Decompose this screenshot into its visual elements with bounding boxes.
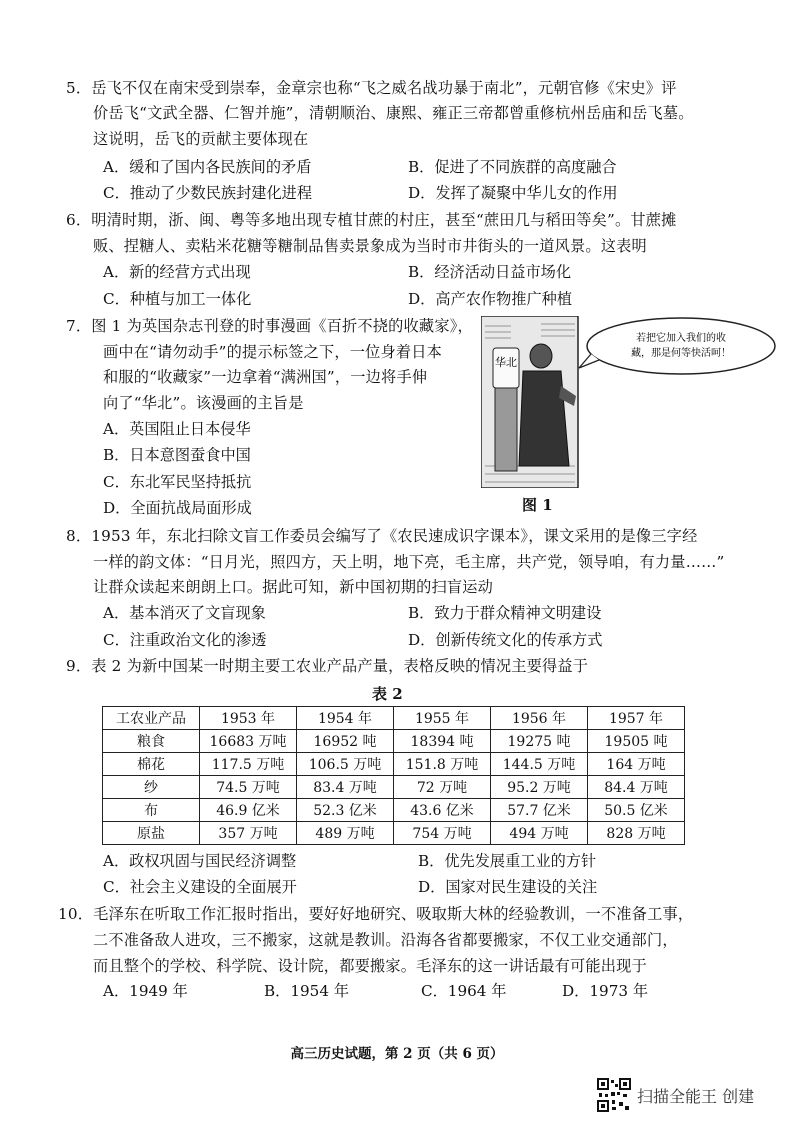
q5-option-c[interactable]: C．推动了少数民族封建化进程	[103, 184, 313, 202]
q5-line-1	[66, 78, 677, 98]
table-cell: 粮食	[103, 730, 200, 753]
q10-text-1: 毛泽东在听取工作汇报时指出，要好好地研究、吸取斯大林的经验教训，一不准备工事，	[93, 905, 694, 923]
q7-line-1	[66, 316, 473, 336]
table-cell: 106.5 万吨	[297, 753, 394, 776]
q8-line-2: 一样的韵文体：“日月光，照四方，天上明，地下亮，毛主席，共产党，领导咱，有力量……”	[93, 553, 725, 571]
collector-head	[530, 344, 552, 368]
table-cell: 74.5 万吨	[200, 776, 297, 799]
table-header: 工农业产品	[103, 707, 200, 730]
q10-line-3: 而且整个的学校、科学院、设计院，都要搬家。毛泽东的这一讲话最有可能出现于	[93, 957, 647, 975]
q6-option-b[interactable]: B．经济活动日益市场化	[408, 263, 572, 281]
q6-line-1	[66, 210, 677, 230]
page-footer: 高三历史试题，第 2 页（共 6 页）	[290, 1046, 504, 1062]
q5-text-1: 岳飞不仅在南宋受到崇奉，金章宗也称“飞之威名战功暴于南北”，元朝官修《宋史》评	[91, 79, 677, 97]
q10-option-d[interactable]: D．1973 年	[562, 982, 649, 1000]
q5-option-a[interactable]: A．缓和了国内各民族间的矛盾	[103, 158, 312, 176]
q10-option-c[interactable]: C．1964 年	[421, 982, 507, 1000]
q6-number: 6．	[66, 211, 92, 229]
q8-option-d[interactable]: D．创新传统文化的传承方式	[408, 631, 603, 649]
speech-line-2: 藏，那是何等快活呵！	[631, 348, 731, 359]
speech-bubble	[587, 318, 775, 374]
table-cell: 151.8 万吨	[394, 753, 491, 776]
table-row	[103, 730, 685, 753]
table-header: 1953 年	[200, 707, 297, 730]
q5-line-3: 这说明，岳飞的贡献主要体现在	[93, 130, 309, 148]
q7-option-a[interactable]: A．英国阻止日本侵华	[103, 420, 251, 438]
q10-line-2: 二不准备敌人进攻，三不搬家，这就是教训。沿海各省都要搬家，不仅工业交通部门，	[93, 931, 678, 949]
table-cell: 纱	[103, 776, 200, 799]
q6-option-d[interactable]: D．高产农作物推广种植	[408, 290, 573, 308]
q8-line-3: 让群众读起来朗朗上口。据此可知，新中国初期的扫盲运动	[93, 578, 494, 596]
q8-line-1	[66, 526, 697, 546]
table-cell: 16683 万吨	[200, 730, 297, 753]
table-cell: 布	[103, 799, 200, 822]
table-header: 1954 年	[297, 707, 394, 730]
figure-caption: 图 1	[522, 496, 553, 514]
table-cell: 828 万吨	[588, 822, 685, 845]
q9-option-d[interactable]: D．国家对民生建设的关注	[418, 878, 598, 896]
q6-text-1: 明清时期，浙、闽、粤等多地出现专植甘蔗的村庄，甚至“蔗田几与稻田等矣”。甘蔗摊	[91, 211, 677, 229]
speech-line-1: 若把它加入我们的收	[636, 333, 726, 344]
table-cell: 489 万吨	[297, 822, 394, 845]
table-cell: 164 万吨	[588, 753, 685, 776]
table-header: 1956 年	[491, 707, 588, 730]
table-cell: 117.5 万吨	[200, 753, 297, 776]
table-header: 1957 年	[588, 707, 685, 730]
q7-option-b[interactable]: B．日本意图蚕食中国	[103, 446, 251, 464]
table-cell: 46.9 亿米	[200, 799, 297, 822]
scanner-watermark	[597, 1075, 754, 1115]
table-cell: 16952 吨	[297, 730, 394, 753]
q8-option-a[interactable]: A．基本消灭了文盲现象	[103, 604, 266, 622]
q9-option-c[interactable]: C．社会主义建设的全面展开	[103, 878, 297, 896]
q5-option-d[interactable]: D．发挥了凝聚中华儿女的作用	[408, 184, 618, 202]
table-cell: 144.5 万吨	[491, 753, 588, 776]
table-cell: 19275 吨	[491, 730, 588, 753]
table-cell: 95.2 万吨	[491, 776, 588, 799]
table-cell: 754 万吨	[394, 822, 491, 845]
q7-option-c[interactable]: C．东北军民坚持抵抗	[103, 473, 252, 491]
q7-line-2: 画中在“请勿动手”的提示标签之下，一位身着日本	[103, 343, 443, 361]
q6-option-a[interactable]: A．新的经营方式出现	[103, 263, 251, 281]
production-table	[102, 706, 685, 845]
table-header: 1955 年	[394, 707, 491, 730]
table-cell: 43.6 亿米	[394, 799, 491, 822]
table-header-row	[103, 707, 685, 730]
vase-tag-text: 华北	[495, 356, 517, 369]
table-cell: 18394 吨	[394, 730, 491, 753]
q9-line-1	[66, 656, 588, 676]
table-caption: 表 2	[372, 685, 403, 703]
q7-number: 7．	[66, 317, 92, 335]
table-row	[103, 822, 685, 845]
collector-robe	[519, 371, 569, 466]
table-cell: 72 万吨	[394, 776, 491, 799]
q10-option-b[interactable]: B．1954 年	[264, 982, 350, 1000]
table-cell: 52.3 亿米	[297, 799, 394, 822]
qr-code-icon	[597, 1078, 631, 1112]
q10-line-1	[58, 904, 693, 924]
q9-option-a[interactable]: A．政权巩固与国民经济调整	[103, 852, 297, 870]
q8-option-b[interactable]: B．致力于群众精神文明建设	[408, 604, 602, 622]
q9-text-1: 表 2 为新中国某一时期主要工农业产品产量，表格反映的情况主要得益于	[91, 657, 589, 675]
table-row	[103, 753, 685, 776]
q9-number: 9．	[66, 657, 92, 675]
table-cell: 357 万吨	[200, 822, 297, 845]
q5-number: 5．	[66, 79, 92, 97]
table-cell: 50.5 亿米	[588, 799, 685, 822]
table-cell: 84.4 万吨	[588, 776, 685, 799]
q7-option-d[interactable]: D．全面抗战局面形成	[103, 499, 252, 517]
table-row	[103, 776, 685, 799]
q10-number: 10．	[58, 905, 94, 923]
q8-text-1: 1953 年，东北扫除文盲工作委员会编写了《农民速成识字课本》，课文采用的是像三字经	[91, 527, 698, 545]
table-cell: 494 万吨	[491, 822, 588, 845]
q7-line-4: 向了“华北”。该漫画的主旨是	[103, 394, 304, 412]
q9-option-b[interactable]: B．优先发展重工业的方针	[418, 852, 597, 870]
collector-cartoon	[481, 316, 776, 488]
q8-number: 8．	[66, 527, 92, 545]
q6-option-c[interactable]: C．种植与加工一体化	[103, 290, 252, 308]
table-cell: 83.4 万吨	[297, 776, 394, 799]
table-cell: 棉花	[103, 753, 200, 776]
q8-option-c[interactable]: C．注重政治文化的渗透	[103, 631, 267, 649]
q7-text-1: 图 1 为英国杂志刊登的时事漫画《百折不挠的收藏家》，	[91, 317, 473, 335]
table-cell: 57.7 亿米	[491, 799, 588, 822]
table-row	[103, 799, 685, 822]
table-cell: 原盐	[103, 822, 200, 845]
table-cell: 19505 吨	[588, 730, 685, 753]
q5-option-b[interactable]: B．促进了不同族群的高度融合	[408, 158, 617, 176]
pedestal	[495, 386, 517, 471]
q5-line-2: 价岳飞“文武全器、仁智并施”，清朝顺治、康熙、雍正三帝都曾重修杭州岳庙和岳飞墓。	[93, 104, 694, 122]
q6-line-2: 贩、捏糖人、卖粘米花糖等糖制品售卖景象成为当时市井街头的一道风景。这表明	[93, 237, 647, 255]
q7-line-3: 和服的“收藏家”一边拿着“满洲国”，一边将手伸	[103, 368, 428, 386]
q10-option-a[interactable]: A．1949 年	[103, 982, 188, 1000]
scanner-label: 扫描全能王 创建	[637, 1086, 755, 1106]
